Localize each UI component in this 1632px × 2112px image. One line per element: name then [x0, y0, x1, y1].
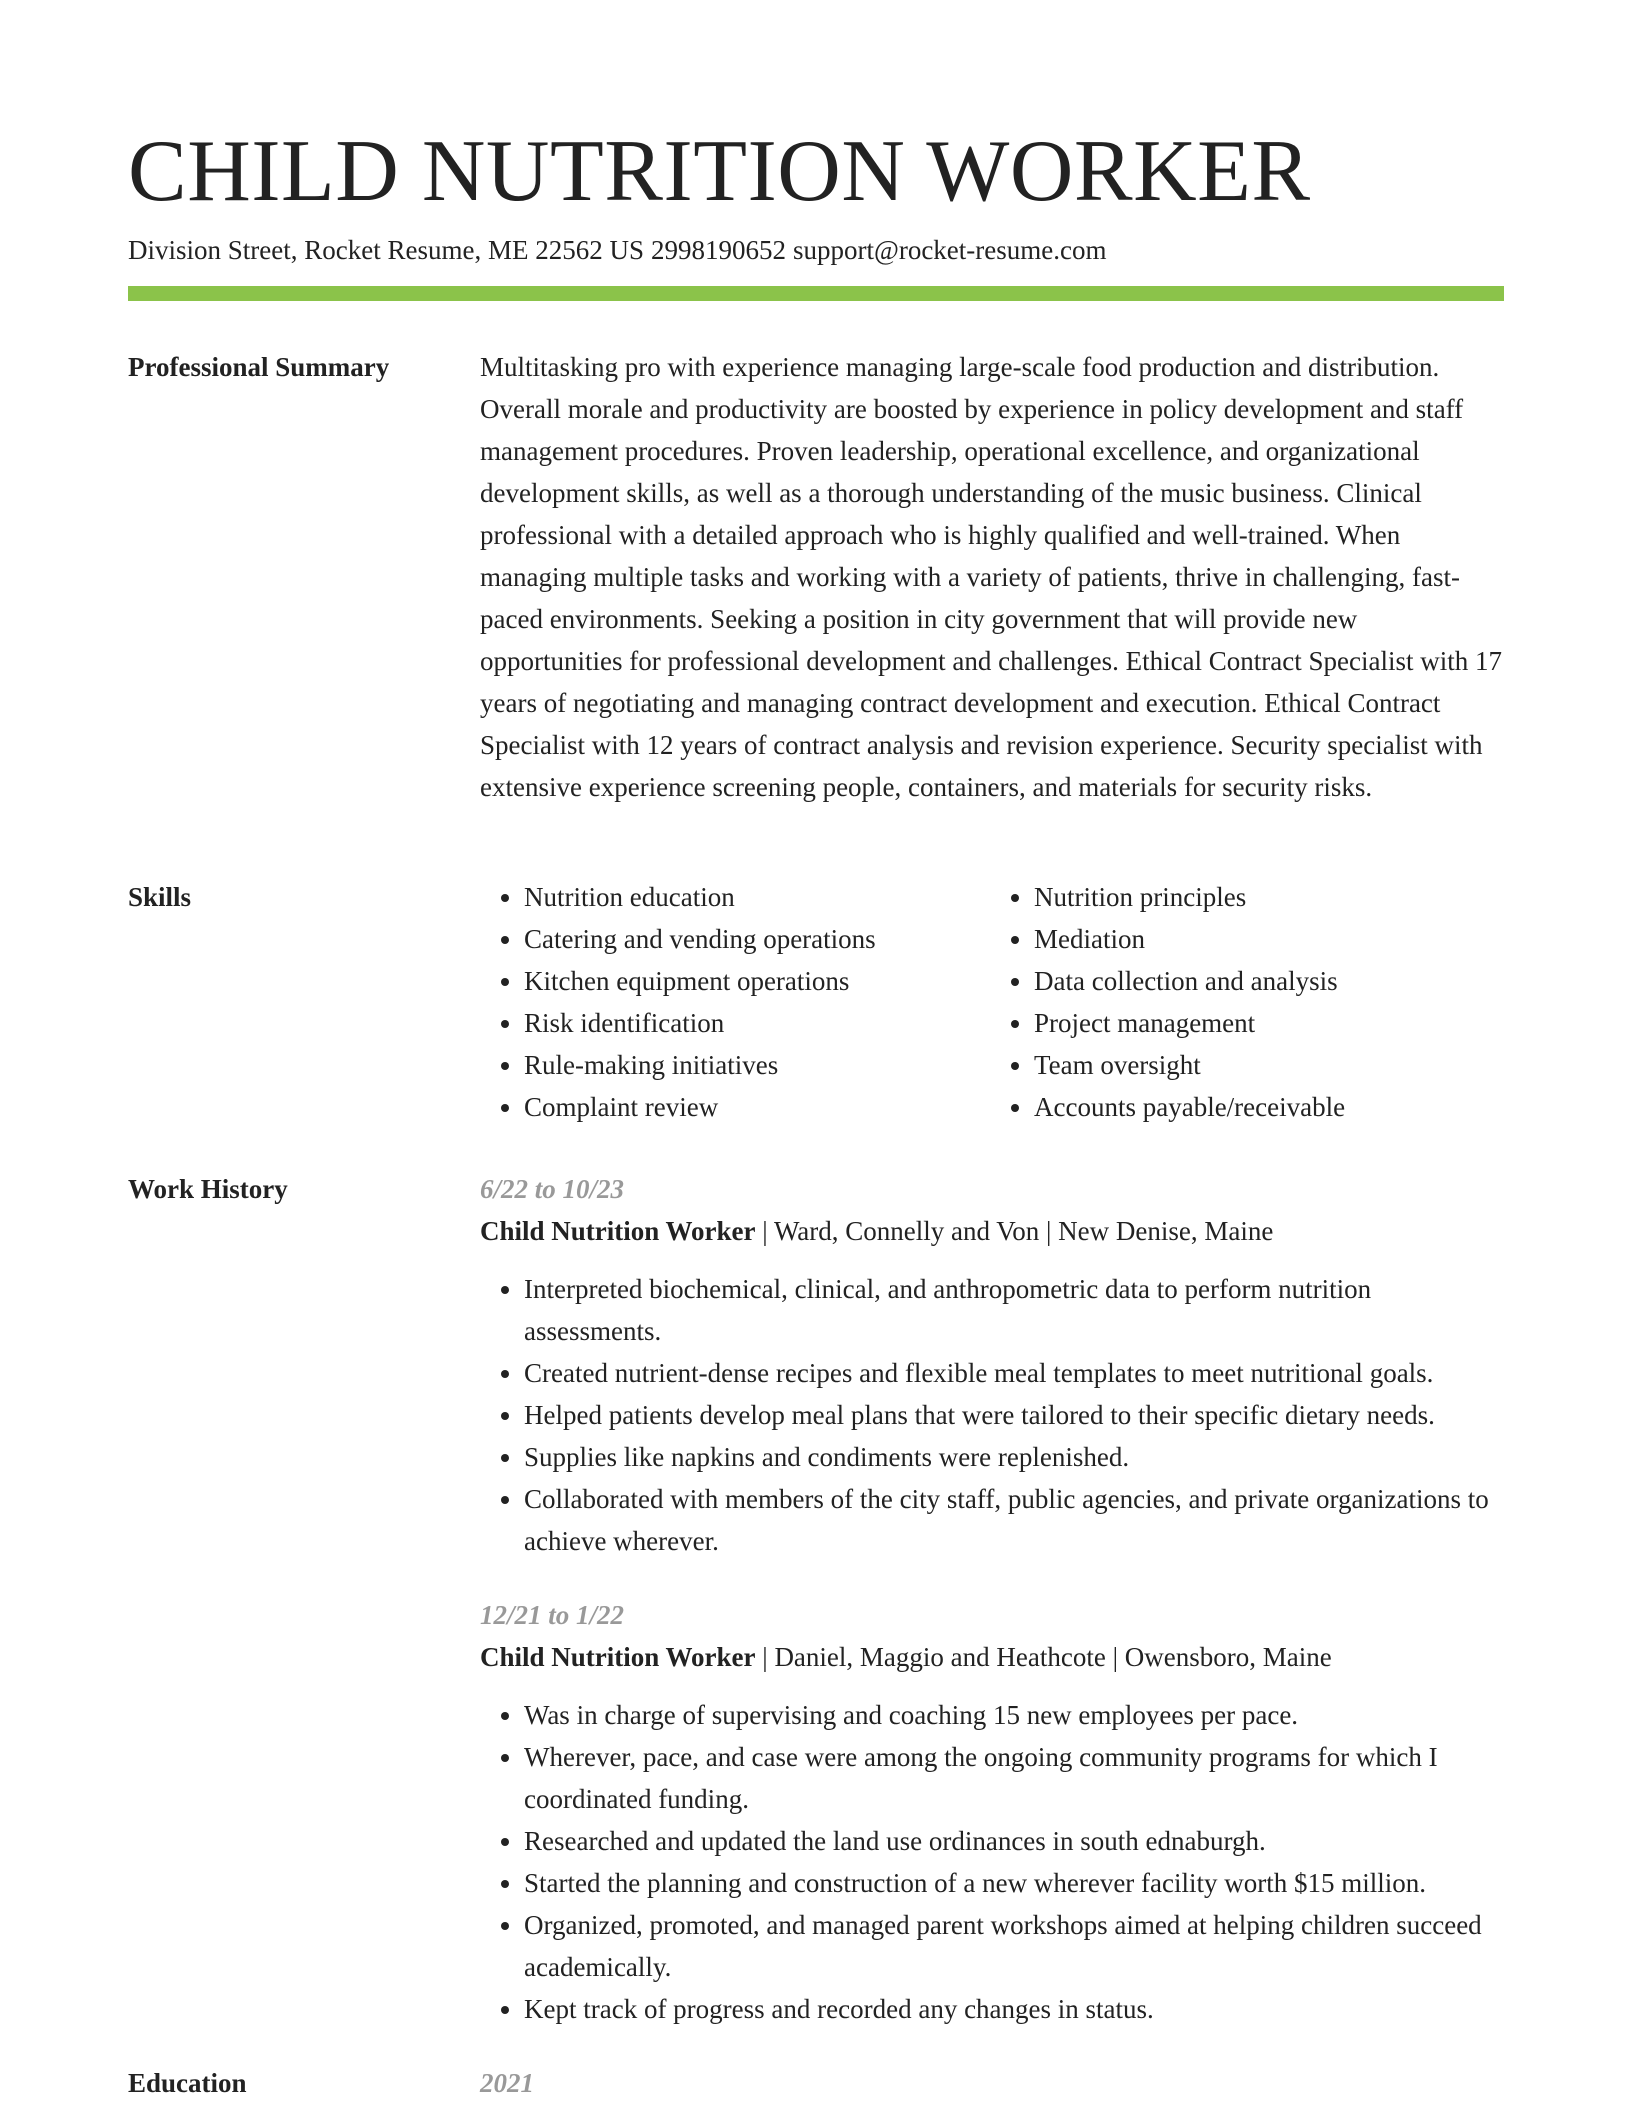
job-bullet: • Collaborated with members of the city staff, public agencies, and private organizations to achieve wherever. [524, 1478, 1504, 1562]
job-entry [480, 1168, 1504, 1562]
work-history-body [480, 1168, 1504, 2030]
contact-email: support@rocket-resume.com [792, 235, 1107, 265]
skills-body [480, 876, 1504, 1128]
summary-body [480, 346, 1504, 808]
job-bullet: • Started the planning and construction of a new wherever facility worth $15 million. [524, 1862, 1504, 1904]
summary-text: Multitasking pro with experience managing large-scale food production and distribution. Overall morale and productivity are boosted by experience in policy development and staff management procedures. Proven leadership, operational excellence, and organizational development skills, as well as a thorough understanding of the music business. Clinical professional with a detailed approach who is highly qualified and well-trained. When managing multiple tasks and working with a variety of patients, thrive in challenging, fast-paced environments. Seeking a position in city government that will provide new opportunities for professional development and challenges. Ethical Contract Specialist with 17 years of negotiating and managing contract development and execution. Ethical Contract Specialist with 12 years of contract analysis and revision experience. Security specialist with extensive experience screening people, containers, and materials for security risks. [480, 352, 1502, 802]
job-title: Child Nutrition Worker [480, 1642, 756, 1672]
skill-item: • Kitchen equipment operations [524, 960, 984, 1002]
job-bullet: • Helped patients develop meal plans that were tailored to their specific dietary needs. [524, 1394, 1504, 1436]
job-entry [480, 1594, 1504, 2030]
education-body [480, 2062, 1504, 2104]
job-dates: 6/22 to 10/23 [480, 1174, 625, 1204]
skill-item: • Risk identification [524, 1002, 984, 1044]
job-location: New Denise, Maine [1058, 1216, 1274, 1246]
job-bullet: • Wherever, pace, and case were among the ongoing community programs for which I coordinated funding. [524, 1736, 1504, 1820]
job-company: Ward, Connelly and Von [773, 1216, 1040, 1246]
job-company: Daniel, Maggio and Heathcote [774, 1642, 1106, 1672]
skill-item: • Data collection and analysis [1034, 960, 1494, 1002]
job-bullet-list [480, 1268, 1504, 1562]
education-year: 2021 [480, 2068, 534, 2098]
job-separator: | [1105, 1642, 1125, 1672]
contact-phone: 2998190652 [650, 235, 786, 265]
job-title: Child Nutrition Worker [480, 1216, 756, 1246]
job-separator: | [755, 1642, 775, 1672]
job-location: Owensboro, Maine [1124, 1642, 1332, 1672]
accent-divider [128, 286, 1504, 301]
skills-list-left [480, 876, 984, 1128]
skill-item: • Rule-making initiatives [524, 1044, 984, 1086]
work-history-label: Work History [128, 1174, 288, 1204]
job-bullet: • Was in charge of supervising and coaching 15 new employees per pace. [524, 1694, 1504, 1736]
skill-item: • Catering and vending operations [524, 918, 984, 960]
job-bullet: • Researched and updated the land use ordinances in south ednaburgh. [524, 1820, 1504, 1862]
job-bullet: • Created nutrient-dense recipes and flexible meal templates to meet nutritional goals. [524, 1352, 1504, 1394]
job-separator: | [755, 1216, 774, 1246]
skills-list-right [990, 876, 1494, 1128]
contact-address: Division Street, Rocket Resume, ME 22562 US [128, 235, 644, 265]
job-bullet-list [480, 1694, 1504, 2030]
skill-item: • Accounts payable/receivable [1034, 1086, 1494, 1128]
education-label: Education [128, 2068, 247, 2098]
skill-item: • Nutrition principles [1034, 876, 1494, 918]
job-bullet: • Interpreted biochemical, clinical, and anthropometric data to perform nutrition assessments. [524, 1268, 1504, 1352]
job-dates: 12/21 to 1/22 [480, 1600, 625, 1630]
skill-item: • Project management [1034, 1002, 1494, 1044]
summary-label: Professional Summary [128, 352, 390, 382]
skill-item: • Complaint review [524, 1086, 984, 1128]
skill-item: • Nutrition education [524, 876, 984, 918]
job-heading [480, 1636, 1504, 1678]
job-bullet: • Kept track of progress and recorded any changes in status. [524, 1988, 1504, 2030]
skills-label: Skills [128, 882, 192, 912]
skill-item: • Mediation [1034, 918, 1494, 960]
job-bullet: • Supplies like napkins and condiments were replenished. [524, 1436, 1504, 1478]
contact-line [128, 230, 1114, 270]
skill-item: • Team oversight [1034, 1044, 1494, 1086]
job-separator: | [1039, 1216, 1059, 1246]
job-bullet: • Organized, promoted, and managed parent workshops aimed at helping children succeed academically. [524, 1904, 1504, 1988]
job-heading [480, 1210, 1504, 1252]
candidate-name: CHILD NUTRITION WORKER [128, 123, 1311, 220]
